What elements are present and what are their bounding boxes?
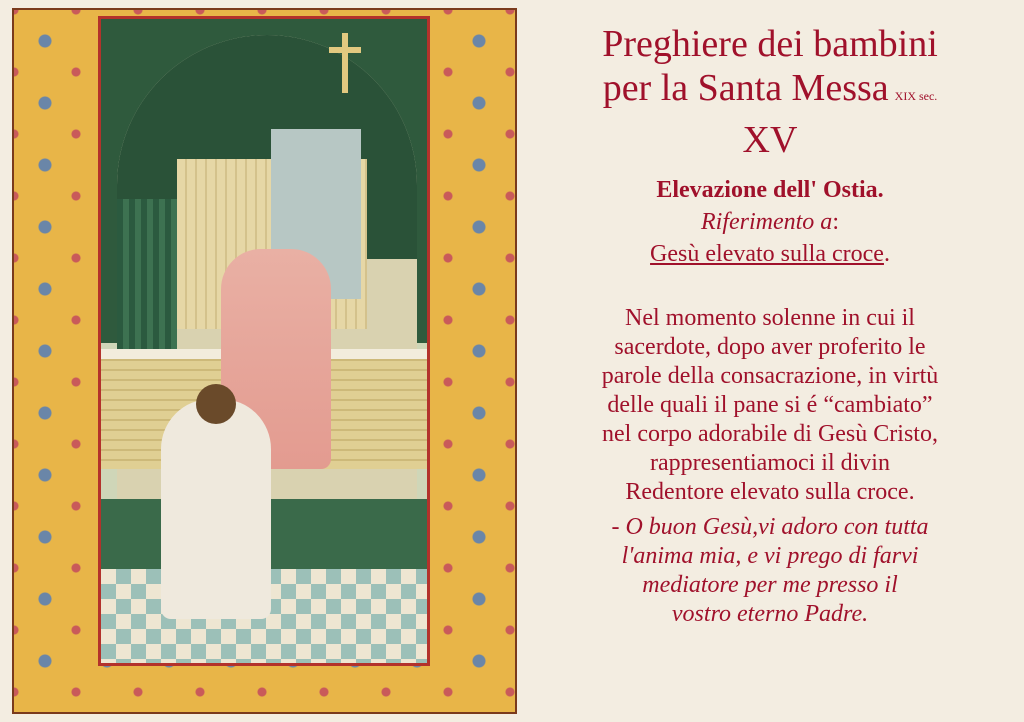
prayer-line: - O buon Gesù,vi adoro con tutta: [611, 514, 929, 540]
title-line-2-text: per la Santa Messa: [602, 67, 889, 109]
section-subtitle: Elevazione dell' Ostia.: [656, 177, 884, 203]
prayer-line: l'anima mia, e vi prego di farvi: [621, 543, 919, 569]
meditation-line: rappresentiamoci il divin: [650, 450, 890, 476]
altar-scene: [98, 16, 430, 666]
meditation-line: nel corpo adorabile di Gesù Cristo,: [602, 421, 938, 447]
reference-target-line: [520, 238, 1020, 270]
reference-line: [520, 206, 1020, 238]
meditation-line: sacerdote, dopo aver proferito le: [614, 334, 926, 360]
cross-icon: [325, 33, 365, 93]
meditation-line: Redentore elevato sulla croce.: [625, 479, 915, 505]
text-panel: [520, 22, 1020, 717]
altar-server-figure: [161, 399, 271, 619]
altar-server-head: [196, 384, 236, 424]
reference-target: Gesù elevato sulla croce: [650, 241, 884, 267]
title-line-1: Preghiere dei bambini: [602, 23, 938, 65]
prayer-line: vostro eterno Padre.: [671, 601, 869, 627]
century-label: XIX sec.: [894, 89, 938, 103]
meditation-line: delle quali il pane si é “cambiato”: [607, 392, 933, 418]
title-line-2: [520, 66, 1020, 118]
prayer-number: XV: [742, 119, 798, 161]
reference-period: .: [883, 241, 890, 267]
reference-label: Riferimento a: [701, 209, 833, 235]
prayer-line: mediatore per me presso il: [642, 572, 898, 598]
meditation-text: [520, 304, 1020, 507]
reference-colon: :: [832, 209, 839, 235]
prayer-text: [520, 513, 1020, 629]
meditation-line: Nel momento solenne in cui il: [625, 305, 915, 331]
meditation-line: parole della consacrazione, in virtù: [601, 363, 939, 389]
illustration-frame: [12, 8, 517, 714]
